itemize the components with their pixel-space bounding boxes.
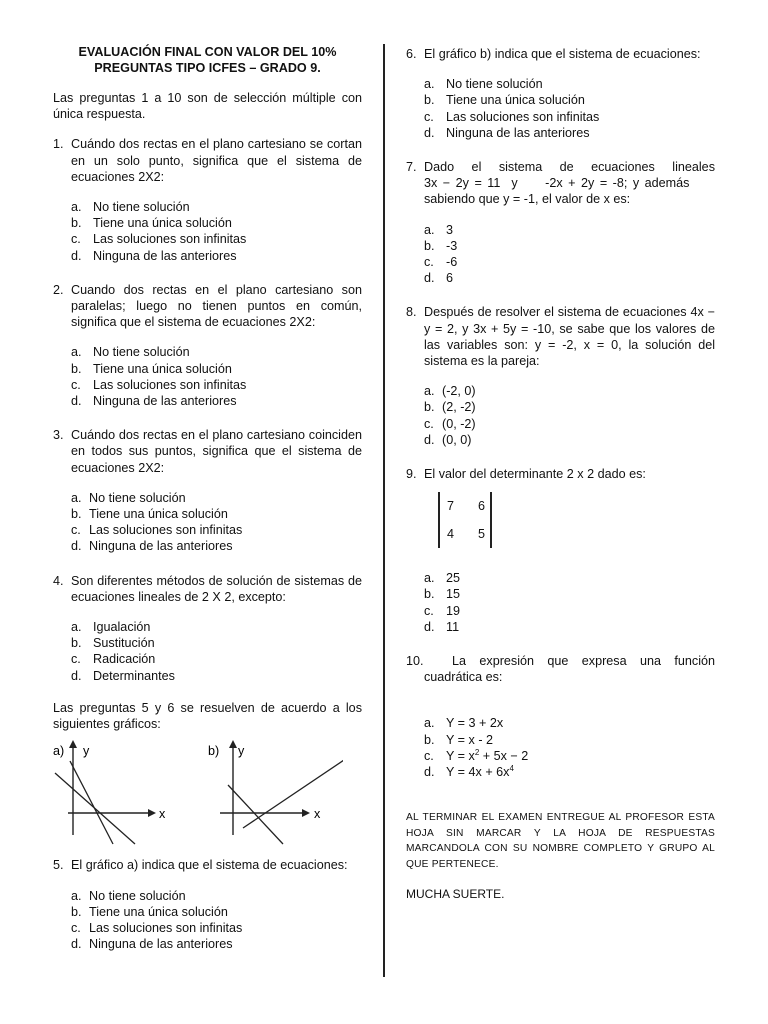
question-number: 3. xyxy=(53,428,64,443)
option-a[interactable]: a. No tiene solución xyxy=(71,200,190,215)
options-list xyxy=(424,222,715,287)
option-d[interactable]: d. 11 xyxy=(424,619,460,634)
graph-b-x-arrow xyxy=(302,809,310,817)
question-number: 10. xyxy=(406,654,424,669)
options-list xyxy=(424,715,715,780)
option-b[interactable]: b. Sustitución xyxy=(71,636,155,651)
options-list xyxy=(71,199,362,264)
question-text: Son diferentes métodos de solución de sistemas de ecuaciones lineales de 2 X 2, excepto: xyxy=(71,573,362,604)
left-column xyxy=(53,44,362,952)
question-6 xyxy=(406,46,715,141)
option-d[interactable]: d. Ninguna de las anteriores xyxy=(424,125,590,140)
question-number: 5. xyxy=(53,858,64,873)
option-c[interactable]: c. Las soluciones son infinitas xyxy=(71,377,247,392)
option-d[interactable]: d. 6 xyxy=(424,271,454,286)
option-d[interactable]: d. Ninguna de las anteriores xyxy=(71,394,237,409)
option-a[interactable]: a. No tiene solución xyxy=(424,77,543,92)
title-line-2: PREGUNTAS TIPO ICFES – GRADO 9. xyxy=(94,61,321,75)
question-number: 8. xyxy=(406,305,417,320)
question-number: 4. xyxy=(53,573,64,588)
graph-a-line-2 xyxy=(70,761,113,844)
matrix-cell-b: 6 xyxy=(478,499,486,514)
option-a[interactable]: a. 25 xyxy=(424,571,461,586)
option-b[interactable]: b. 15 xyxy=(424,587,461,602)
question-3 xyxy=(53,427,362,554)
option-c[interactable]: c. Las soluciones son infinitas xyxy=(71,523,243,538)
option-d[interactable]: d. Ninguna de las anteriores xyxy=(71,937,233,952)
option-a[interactable]: a. (-2, 0) xyxy=(424,384,476,399)
graph-a-x-arrow xyxy=(148,809,156,817)
option-c[interactable]: c. Las soluciones son infinitas xyxy=(71,232,247,247)
option-b[interactable]: b. Tiene una única solución xyxy=(71,361,232,376)
question-2 xyxy=(53,282,362,409)
determinant-left-bar xyxy=(438,492,440,548)
option-c[interactable]: c. Las soluciones son infinitas xyxy=(71,920,243,935)
option-b[interactable]: b. Tiene una única solución xyxy=(71,507,228,522)
question-number: 9. xyxy=(406,467,417,482)
title-line-1: EVALUACIÓN FINAL CON VALOR DEL 10% xyxy=(78,45,337,59)
right-column xyxy=(406,44,715,915)
option-a[interactable]: a. Y = 3 + 2x xyxy=(424,716,504,731)
graph-a-y-arrow xyxy=(69,740,77,748)
question-text: Dado el sistema de ecuaciones lineales 3x − 2y = 11 y -2x + 2y = -8; y además sabiendo que y = -1, el valor de x es: xyxy=(424,160,715,207)
question-4 xyxy=(53,573,362,684)
option-d[interactable]: d. (0, 0) xyxy=(424,432,472,447)
option-d[interactable]: d. $Y = 4x + 6x^4$ xyxy=(424,763,514,780)
graph-b xyxy=(208,740,343,845)
options-list xyxy=(71,619,362,684)
graph-b-y-label: y xyxy=(238,744,245,759)
matrix-cell-c: 4 xyxy=(447,527,455,542)
options-list xyxy=(71,888,362,953)
question-number: 1. xyxy=(53,137,64,152)
option-c[interactable]: c. 19 xyxy=(424,603,461,618)
determinant-matrix xyxy=(406,492,715,556)
option-b[interactable]: b. -3 xyxy=(424,238,458,253)
options-list xyxy=(71,490,362,555)
question-text: El gráfico a) indica que el sistema de ecuaciones: xyxy=(71,858,348,873)
option-c[interactable]: c. (0, -2) xyxy=(424,416,476,431)
column-divider xyxy=(383,44,385,977)
graphs-instructions: Las preguntas 5 y 6 se resuelven de acuerdo a los siguientes gráficos: xyxy=(53,700,362,732)
closing-instructions: AL TERMINAR EL EXAMEN ENTREGUE AL PROFESOR ESTA HOJA SIN MARCAR Y LA HOJA DE RESPUESTAS MARCANDOLA CON SU NOMBRE COMPLETO Y GRUPO AL QUE PERTENECE. xyxy=(406,812,715,870)
graph-a xyxy=(53,740,183,845)
instructions: Las preguntas 1 a 10 son de selección múltiple con única respuesta. xyxy=(53,91,362,122)
question-text: El gráfico b) indica que el sistema de ecuaciones: xyxy=(424,47,701,61)
question-number: 2. xyxy=(53,282,64,297)
question-10 xyxy=(406,653,715,780)
option-c[interactable]: c. Radicación xyxy=(71,652,156,667)
question-number: 7. xyxy=(406,160,417,175)
matrix-cell-d: 5 xyxy=(478,527,486,542)
question-7 xyxy=(406,159,715,286)
question-text: La expresión que expresa una función cuadrática es: xyxy=(424,654,715,685)
question-number: 6. xyxy=(406,47,417,61)
question-8 xyxy=(406,304,715,448)
options-list xyxy=(424,383,715,448)
option-d[interactable]: d. Ninguna de las anteriores xyxy=(71,539,233,554)
question-9 xyxy=(406,466,715,635)
question-text: Cuándo dos rectas en el plano cartesiano se cortan en un solo punto, significa que el sistema de ecuaciones 2X2: xyxy=(71,137,362,184)
options-list xyxy=(424,570,715,635)
question-1 xyxy=(53,136,362,263)
question-5 xyxy=(53,857,362,952)
option-b[interactable]: b. (2, -2) xyxy=(424,400,476,415)
options-list xyxy=(424,76,715,141)
option-a[interactable]: a. No tiene solución xyxy=(71,490,186,505)
option-b[interactable]: b. Tiene una única solución xyxy=(71,904,228,919)
option-b[interactable]: b. Tiene una única solución xyxy=(71,216,232,231)
question-text: El valor del determinante 2 x 2 dado es: xyxy=(424,467,646,482)
graph-b-line-2 xyxy=(228,785,283,844)
option-d[interactable]: d. Ninguna de las anteriores xyxy=(71,248,237,263)
graph-a-y-label: y xyxy=(83,744,90,759)
option-d[interactable]: d. Determinantes xyxy=(71,668,175,683)
question-text: Cuando dos rectas en el plano cartesiano son paralelas; luego no tienen puntos en común, significa que el sistema de ecuaciones 2X2: xyxy=(71,282,362,330)
question-text: Después de resolver el sistema de ecuaciones 4x − y = 2, y 3x + 5y = -10, se sabe que los valores de las variables son: y = -2, x = 0, la solución del sistema es la pareja: xyxy=(424,305,715,369)
option-b[interactable]: b. Tiene una única solución xyxy=(424,93,585,108)
graph-b-y-arrow xyxy=(229,740,237,748)
question-text: Cuándo dos rectas en el plano cartesiano coinciden en todos sus puntos, significa que el sistema de ecuaciones 2X2: xyxy=(71,428,362,475)
good-luck-message: MUCHA SUERTE. xyxy=(406,887,505,902)
option-c[interactable]: c. -6 xyxy=(424,255,458,270)
graphs xyxy=(53,740,362,845)
option-c[interactable]: c. $Y = x^2 + 5x - 2$ xyxy=(424,747,529,763)
option-c[interactable]: c. Las soluciones son infinitas xyxy=(424,109,600,124)
exam-title xyxy=(53,44,362,76)
option-a[interactable]: a. No tiene solución xyxy=(71,345,190,360)
option-a[interactable]: a. Igualación xyxy=(71,620,151,635)
graph-b-x-label: x xyxy=(314,807,321,822)
graph-a-label: a) xyxy=(53,744,65,759)
graph-a-x-label: x xyxy=(159,807,166,822)
determinant-right-bar xyxy=(490,492,492,548)
options-list xyxy=(71,344,362,409)
graph-b-label: b) xyxy=(208,744,220,759)
option-a[interactable]: a. No tiene solución xyxy=(71,888,186,903)
option-a[interactable]: a. 3 xyxy=(424,222,454,237)
option-b[interactable]: b. Y = x - 2 xyxy=(424,732,494,747)
matrix-cell-a: 7 xyxy=(447,499,455,514)
